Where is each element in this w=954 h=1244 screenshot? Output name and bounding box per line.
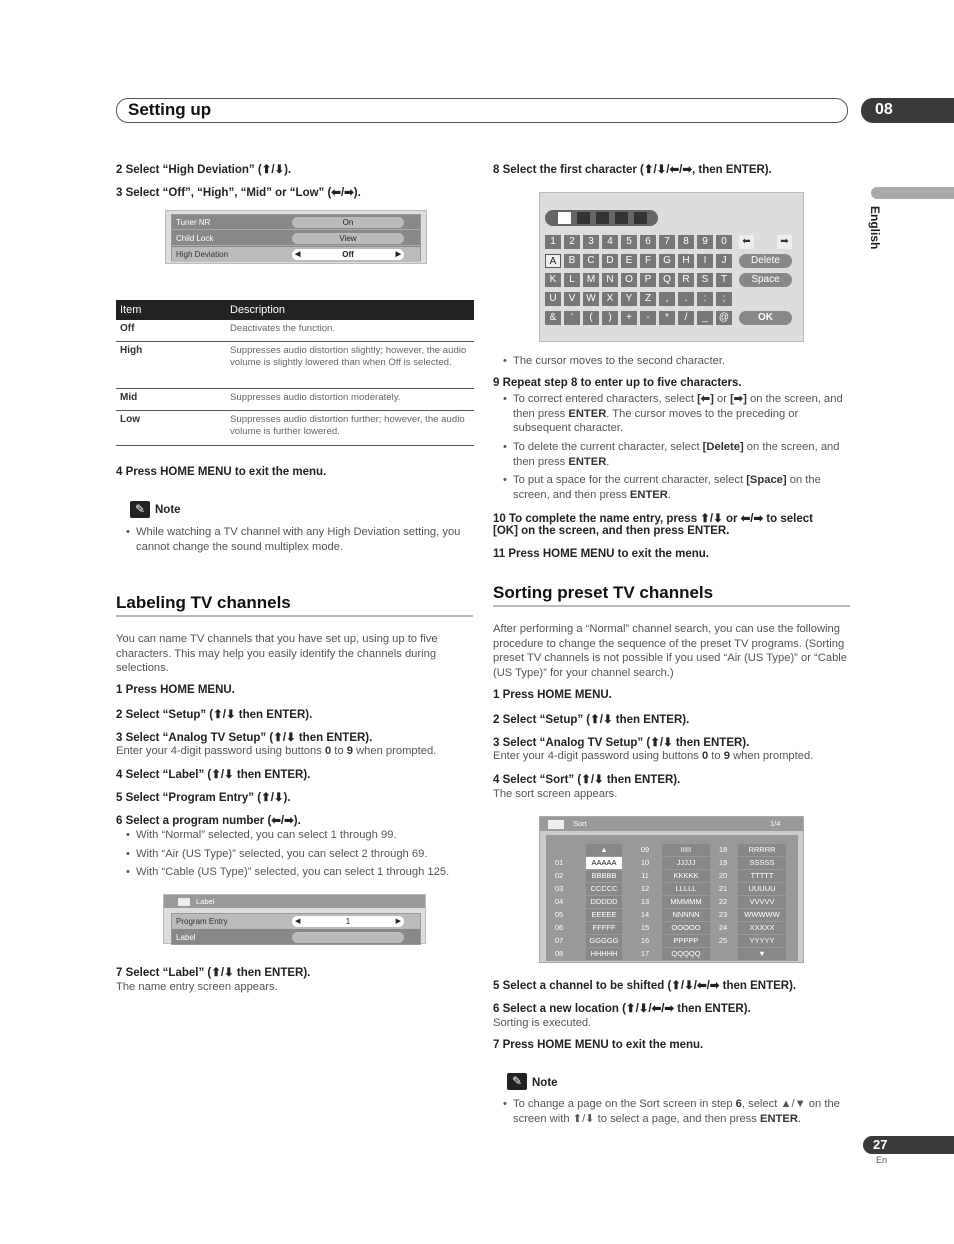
page-down-button[interactable]: ▼: [738, 948, 786, 960]
sort-channel[interactable]: XXXXX: [738, 922, 786, 934]
sort-channel[interactable]: VVVVV: [738, 896, 786, 908]
sort-channel[interactable]: OOOOO: [662, 922, 710, 934]
arrow-left-icon: ◀: [295, 918, 301, 925]
menu-value[interactable]: View: [292, 233, 404, 244]
sort-screen: [539, 816, 804, 963]
sort-position: 25: [718, 936, 728, 945]
label-step-7: 7 Select “Label” (⬆/⬇ then ENTER).: [116, 967, 311, 979]
sort-channel[interactable]: IIIII: [662, 844, 710, 856]
name-entry-keyboard: [539, 192, 804, 342]
sort-position: 08: [554, 949, 564, 958]
sort-position: 15: [640, 923, 650, 932]
sort-channel[interactable]: PPPPP: [662, 935, 710, 947]
sort-step-1: 1 Press HOME MENU.: [493, 689, 612, 701]
menu-book-icon: [548, 820, 564, 829]
label-step-1: 1 Press HOME MENU.: [116, 684, 235, 696]
char-key[interactable]: D: [602, 254, 618, 268]
char-key[interactable]: J: [716, 254, 732, 268]
char-key[interactable]: @: [716, 311, 732, 325]
page-number: 27: [863, 1136, 954, 1154]
label-value[interactable]: [292, 932, 404, 943]
label-step-2: 2 Select “Setup” (⬆/⬇ then ENTER).: [116, 709, 313, 721]
labeling-intro: You can name TV channels that you have set up, using up to five characters. This may help you easily identify the channels during selections.: [116, 633, 438, 674]
menu-book-icon: [178, 898, 190, 906]
menu-row-selected: Program Entry: [172, 914, 420, 929]
char-key[interactable]: O: [621, 273, 637, 287]
char-key[interactable]: M: [583, 273, 599, 287]
sort-channel[interactable]: FFFFF: [586, 922, 622, 934]
char-key[interactable]: Z: [640, 292, 656, 306]
bullet: • The cursor moves to the second character.: [501, 354, 851, 369]
sort-channel[interactable]: AAAAA: [586, 857, 622, 869]
bullet: • With “Cable (US Type)” selected, you can select 1 through 125.: [124, 865, 474, 880]
sort-position: 03: [554, 884, 564, 893]
char-key[interactable]: ;: [716, 292, 732, 306]
sort-position: 18: [718, 845, 728, 854]
section-title-sorting: Sorting preset TV channels: [493, 583, 714, 602]
sort-step-4-note: The sort screen appears.: [493, 788, 618, 800]
step-2: 2 Select “High Deviation” (⬆/⬇).: [116, 164, 292, 176]
step-3: 3 Select “Off”, “High”, “Mid” or “Low” (⬅/➡).: [116, 187, 361, 199]
sort-position: 07: [554, 936, 564, 945]
char-key[interactable]: _: [697, 311, 713, 325]
sort-position: 24: [718, 923, 728, 932]
char-key[interactable]: ,: [659, 292, 675, 306]
menu-row: Label: [176, 933, 196, 942]
arrow-right-icon: ▶: [395, 251, 401, 258]
sorting-intro: After performing a “Normal” channel search, you can use the following procedure to change the sequence of the preset TV programs. (Sorting preset TV channels is not possible if you used “Air (US Type)” or “Cable (US Type)” for your channel search.): [493, 623, 848, 679]
sort-position: 10: [640, 858, 650, 867]
note-icon: ✎: [507, 1073, 527, 1090]
char-key[interactable]: 4: [602, 235, 618, 249]
step-9: 9 Repeat step 8 to enter up to five characters.: [493, 377, 742, 389]
sort-title: Sort: [573, 819, 587, 828]
sort-step-4: 4 Select “Sort” (⬆/⬇ then ENTER).: [493, 774, 681, 786]
sort-channel[interactable]: MMMMM: [662, 896, 710, 908]
menu-row: Tuner NR: [172, 215, 420, 230]
sort-channel[interactable]: HHHHH: [586, 948, 622, 960]
sort-channel[interactable]: WWWWW: [738, 909, 786, 921]
char-key[interactable]: H: [678, 254, 694, 268]
sort-position: 05: [554, 910, 564, 919]
sort-channel[interactable]: YYYYY: [738, 935, 786, 947]
char-key[interactable]: /: [678, 311, 694, 325]
char-key[interactable]: 7: [659, 235, 675, 249]
char-key[interactable]: 8: [678, 235, 694, 249]
note-bullet: • To change a page on the Sort screen in step 6, select ▲/▼ on the screen with ⬆/⬇ to select a page, and then press ENTER.: [501, 1097, 853, 1126]
sort-channel[interactable]: CCCCC: [586, 883, 622, 895]
menu-value[interactable]: On: [292, 217, 404, 228]
cursor-right-key[interactable]: ➡: [777, 235, 792, 249]
sort-position: 22: [718, 897, 728, 906]
char-key[interactable]: 2: [564, 235, 580, 249]
sort-step-6-note: Sorting is executed.: [493, 1017, 592, 1029]
step-4: 4 Press HOME MENU to exit the menu.: [116, 466, 327, 478]
high-deviation-menu: [165, 210, 427, 264]
sort-position: 14: [640, 910, 650, 919]
sort-step-3: 3 Select “Analog TV Setup” (⬆/⬇ then ENTER).: [493, 737, 750, 749]
password-hint: Enter your 4-digit password using buttons 0 to 9 when prompted.: [116, 745, 437, 757]
step-11: 11 Press HOME MENU to exit the menu.: [493, 548, 710, 560]
char-key[interactable]: 0: [716, 235, 732, 249]
sort-position: 01: [554, 858, 564, 867]
chapter-number: 08: [861, 98, 954, 123]
arrow-left-icon: ◀: [295, 251, 301, 258]
bullet: • To put a space for the current character, select [Space] on the screen, and then press ENTER.: [501, 473, 851, 502]
sort-position: 19: [718, 858, 728, 867]
bullet: • With “Normal” selected, you can select 1 through 99.: [124, 828, 474, 843]
label-step-7-note: The name entry screen appears.: [116, 981, 278, 993]
char-key[interactable]: (: [583, 311, 599, 325]
label-menu-title: Label: [164, 895, 425, 908]
char-key[interactable]: K: [545, 273, 561, 287]
sort-step-2: 2 Select “Setup” (⬆/⬇ then ENTER).: [493, 714, 690, 726]
cursor-left-key[interactable]: ⬅: [739, 235, 754, 249]
char-key[interactable]: &: [545, 311, 561, 325]
sort-channel[interactable]: UUUUU: [738, 883, 786, 895]
label-step-3: 3 Select “Analog TV Setup” (⬆/⬇ then ENTER).: [116, 732, 373, 744]
sort-channel[interactable]: LLLLL: [662, 883, 710, 895]
table-row: Low Suppresses audio distortion further; however, the audio volume is further lowered.: [116, 410, 474, 445]
page-up-button[interactable]: ▲: [586, 844, 622, 856]
program-entry-value[interactable]: ◀ 1 ▶: [292, 916, 404, 927]
char-key[interactable]: U: [545, 292, 561, 306]
char-key[interactable]: I: [697, 254, 713, 268]
sort-position: 12: [640, 884, 650, 893]
sort-channel[interactable]: NNNNN: [662, 909, 710, 921]
char-key[interactable]: Y: [621, 292, 637, 306]
section-title-labeling: Labeling TV channels: [116, 593, 291, 612]
sort-channel[interactable]: GGGGG: [586, 935, 622, 947]
sort-position: 20: [718, 871, 728, 880]
char-key[interactable]: .: [678, 292, 694, 306]
sort-channel[interactable]: BBBBB: [586, 870, 622, 882]
char-key[interactable]: G: [659, 254, 675, 268]
sort-position: 23: [718, 910, 728, 919]
note-bullet: • While watching a TV channel with any High Deviation setting, you cannot change the sound multiplex mode.: [124, 525, 474, 554]
char-key[interactable]: R: [678, 273, 694, 287]
step-10: 10 To complete the name entry, press ⬆/⬇ or ⬅/➡ to select: [493, 513, 813, 525]
char-key[interactable]: S: [697, 273, 713, 287]
sort-position: 17: [640, 949, 650, 958]
sort-position: 06: [554, 923, 564, 932]
note-icon: ✎: [130, 501, 150, 518]
sort-channel[interactable]: JJJJJ: [662, 857, 710, 869]
char-key[interactable]: V: [564, 292, 580, 306]
sort-step-7: 7 Press HOME MENU to exit the menu.: [493, 1039, 704, 1051]
language-label: English: [868, 206, 882, 250]
table-row: Mid Suppresses audio distortion moderately.: [116, 388, 474, 410]
page-title: Setting up: [128, 100, 212, 119]
header-bar: [116, 98, 848, 123]
section-divider: [493, 605, 850, 607]
sort-position: 04: [554, 897, 564, 906]
char-key[interactable]: +: [621, 311, 637, 325]
bullet: • To correct entered characters, select [⬅] or [➡] on the screen, and then press ENTER. The cursor moves to the preceding or subsequent character.: [501, 392, 851, 436]
settings-table: Item Description Off Deactivates the function. High Suppresses audio distortion slightly; however, the audio volume is slightly lowered than when Off is selected. Mid Suppresses audio distortion moderately. Low Suppresses audio distortion further; however, the audio volume is further lowered.: [116, 300, 474, 446]
char-key[interactable]: ': [564, 311, 580, 325]
char-key[interactable]: W: [583, 292, 599, 306]
char-key[interactable]: -: [640, 311, 656, 325]
space-key[interactable]: Space: [739, 273, 792, 287]
char-key[interactable]: 6: [640, 235, 656, 249]
sort-channel[interactable]: EEEEE: [586, 909, 622, 921]
sort-channel[interactable]: QQQQQ: [662, 948, 710, 960]
sort-step-6: 6 Select a new location (⬆/⬇/⬅/➡ then ENTER).: [493, 1003, 751, 1015]
name-field: [545, 210, 658, 226]
label-step-4: 4 Select “Label” (⬆/⬇ then ENTER).: [116, 769, 311, 781]
sort-page: 1/4: [770, 819, 781, 828]
sort-position: 16: [640, 936, 650, 945]
char-key[interactable]: P: [640, 273, 656, 287]
sort-step-5: 5 Select a channel to be shifted (⬆/⬇/⬅/➡ then ENTER).: [493, 980, 797, 992]
language-tab: [871, 187, 954, 199]
note-title: Note: [532, 1077, 558, 1089]
note-title: Note: [155, 504, 181, 516]
char-key[interactable]: F: [640, 254, 656, 268]
char-key[interactable]: 5: [621, 235, 637, 249]
menu-row-selected: High Deviation: [172, 247, 420, 262]
char-key[interactable]: Q: [659, 273, 675, 287]
table-row: High Suppresses audio distortion slightly; however, the audio volume is slightly lowered than when Off is selected.: [116, 341, 474, 388]
delete-key[interactable]: Delete: [739, 254, 792, 268]
sort-position: 09: [640, 845, 650, 854]
char-key[interactable]: 3: [583, 235, 599, 249]
char-key[interactable]: E: [621, 254, 637, 268]
sort-channel[interactable]: DDDDD: [586, 896, 622, 908]
table-row: Off Deactivates the function.: [116, 320, 474, 341]
char-key[interactable]: 9: [697, 235, 713, 249]
step-10-cont: [OK] on the screen, and then press ENTER.: [493, 525, 730, 537]
ok-key[interactable]: OK: [739, 311, 792, 325]
section-divider: [116, 615, 473, 617]
sort-channel[interactable]: KKKKK: [662, 870, 710, 882]
menu-row: Child Lock: [172, 231, 420, 246]
bullet: • To delete the current character, select [Delete] on the screen, and then press ENTER.: [501, 440, 851, 469]
char-key[interactable]: :: [697, 292, 713, 306]
label-step-5: 5 Select “Program Entry” (⬆/⬇).: [116, 792, 291, 804]
sort-position: 11: [641, 871, 649, 880]
password-hint: Enter your 4-digit password using buttons 0 to 9 when prompted.: [493, 750, 814, 762]
char-key[interactable]: X: [602, 292, 618, 306]
char-key[interactable]: T: [716, 273, 732, 287]
sort-position: 21: [718, 884, 728, 893]
char-key[interactable]: L: [564, 273, 580, 287]
bullet: • With “Air (US Type)” selected, you can select 2 through 69.: [124, 847, 474, 862]
label-menu: [163, 894, 426, 944]
footer-lang: En: [876, 1155, 888, 1165]
char-key[interactable]: 1: [545, 235, 561, 249]
sort-position: 02: [554, 871, 564, 880]
sort-channel[interactable]: TTTTT: [738, 870, 786, 882]
sort-channel[interactable]: RRRRR: [738, 844, 786, 856]
char-key[interactable]: A: [545, 254, 561, 268]
char-key[interactable]: *: [659, 311, 675, 325]
char-key[interactable]: N: [602, 273, 618, 287]
sort-position: 13: [640, 897, 650, 906]
sort-channel[interactable]: SSSSS: [738, 857, 786, 869]
char-key[interactable]: ): [602, 311, 618, 325]
arrow-right-icon: ▶: [395, 918, 401, 925]
char-key[interactable]: C: [583, 254, 599, 268]
label-step-6: 6 Select a program number (⬅/➡).: [116, 815, 301, 827]
menu-value-selected[interactable]: ◀ Off ▶: [292, 249, 404, 260]
char-key[interactable]: B: [564, 254, 580, 268]
step-8: 8 Select the first character (⬆/⬇/⬅/➡, then ENTER).: [493, 164, 772, 176]
